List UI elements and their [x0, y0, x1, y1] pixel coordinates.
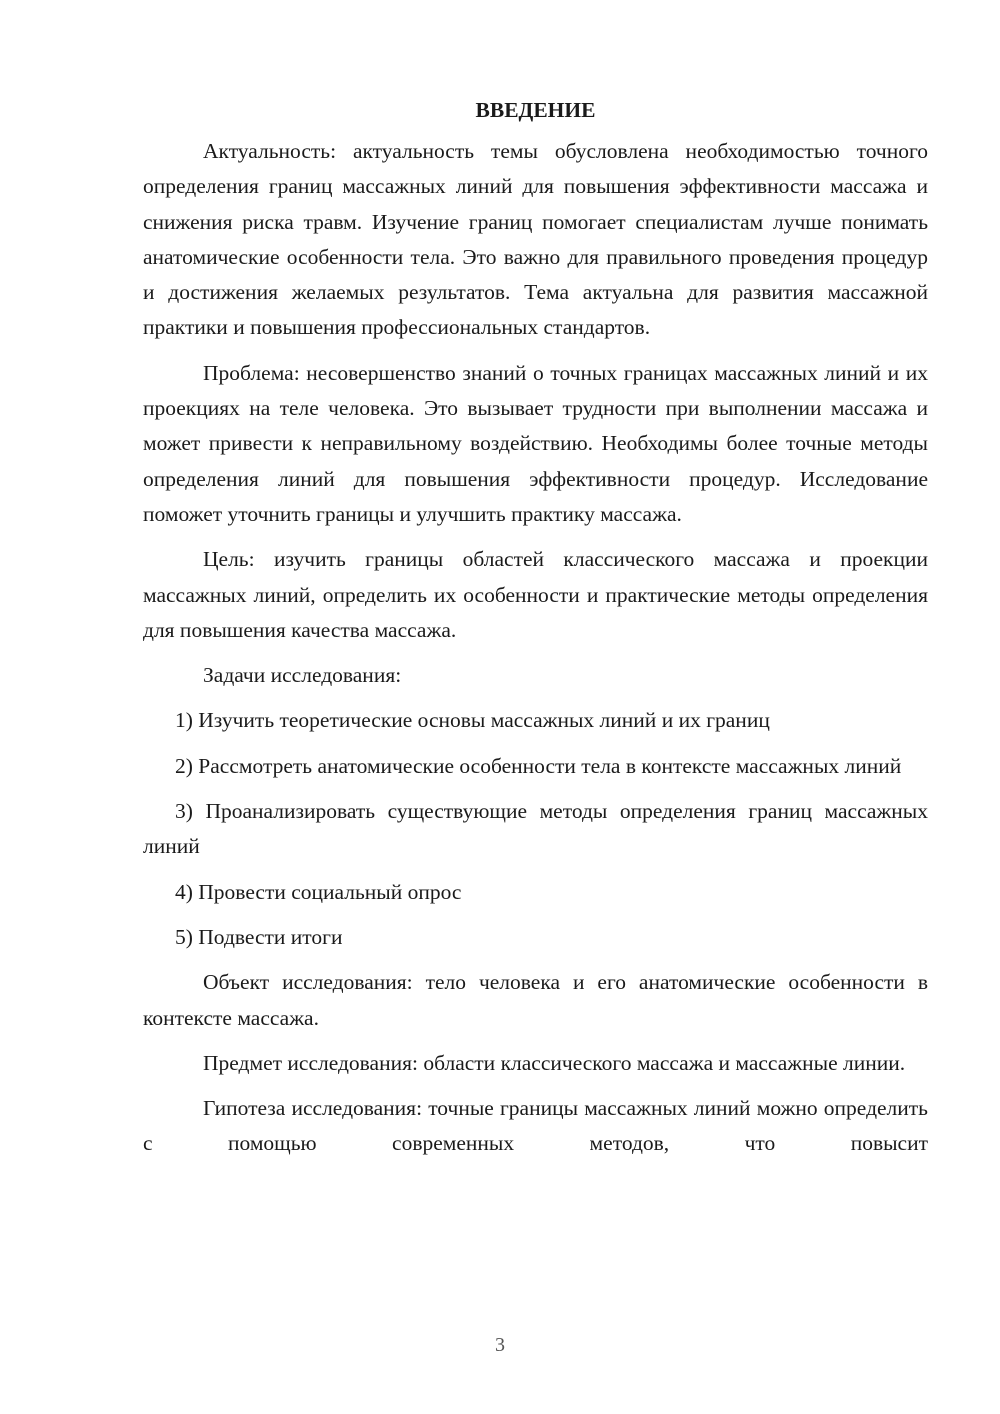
- paragraph-goal: Цель: изучить границы областей классического массажа и проекции массажных линий, определить их особенности и практические методы определения для повышения качества массажа.: [143, 547, 928, 642]
- paragraph-relevance: Актуальность: актуальность темы обусловлена необходимостью точного определения границ массажных линий для повышения эффективности массажа и снижения риска травм. Изучение границ помогает специалистам лучше понимать анатомические особенности тела. Это важно для правильного проведения процедур и достижения желаемых результатов. Тема актуальна для развития массажной практики и повышения профессиональных стандартов.: [143, 139, 928, 340]
- task-item-1: 1) Изучить теоретические основы массажных линий и их границ: [175, 708, 770, 733]
- paragraph-problem: Проблема: несовершенство знаний о точных границах массажных линий и их проекциях на теле человека. Это вызывает трудности при выполнении массажа и может привести к неправильному воздействию. Необходимы более точные методы определения линий для повышения эффективности процедур. Исследование поможет уточнить границы и улучшить практику массажа.: [143, 360, 928, 526]
- tasks-heading: Задачи исследования:: [203, 663, 402, 688]
- task-item-3: 3) Проанализировать существующие методы определения границ массажных линий: [143, 799, 928, 859]
- paragraph-hypothesis: Гипотеза исследования: точные границы массажных линий можно определить с помощью современных методов, что повысит: [143, 1096, 928, 1156]
- task-item-2: 2) Рассмотреть анатомические особенности тела в контексте массажных линий: [175, 753, 902, 778]
- page-number: 3: [495, 1334, 505, 1356]
- task-item-5: 5) Подвести итоги: [175, 924, 343, 949]
- paragraph-subject: Предмет исследования: области классического массажа и массажные линии.: [203, 1050, 906, 1075]
- task-item-4: 4) Провести социальный опрос: [175, 879, 462, 904]
- paragraph-object: Объект исследования: тело человека и его анатомические особенности в контексте массажа.: [143, 970, 928, 1030]
- page-content: [143, 93, 928, 1172]
- document-title: ВВЕДЕНИЕ: [475, 98, 596, 122]
